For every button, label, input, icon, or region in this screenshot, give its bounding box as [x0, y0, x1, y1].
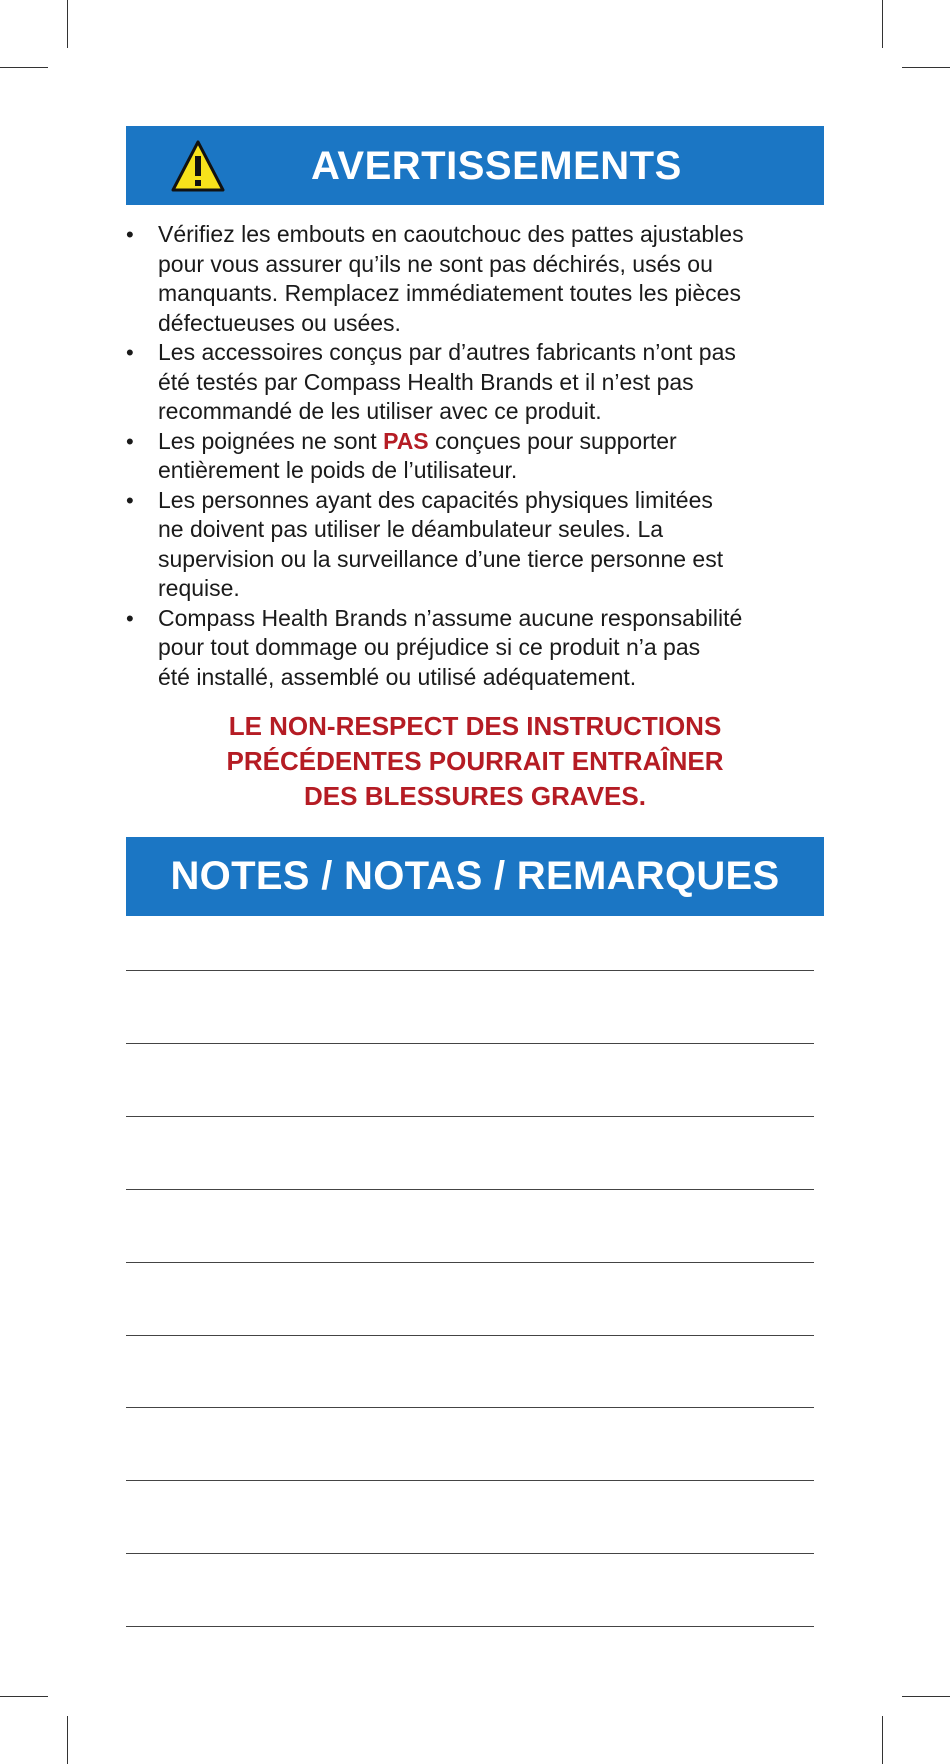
warning-text: Les poignées ne sont: [158, 427, 384, 454]
danger-line: DES BLESSURES GRAVES.: [304, 781, 646, 811]
note-line: [126, 1335, 814, 1336]
bullet: •: [126, 222, 134, 247]
warning-item: [126, 220, 826, 338]
danger-line: PRÉCÉDENTES POURRAIT ENTRAÎNER: [226, 746, 724, 776]
note-line: [126, 1553, 814, 1554]
emphasis-text: PAS: [383, 427, 429, 454]
warnings-title: AVERTISSEMENTS: [311, 144, 682, 188]
crop-mark: [902, 1696, 950, 1697]
warnings-list: [126, 220, 826, 692]
warning-line: été testés par Compass Health Brands et il n’est pas: [158, 368, 694, 395]
bullet: •: [126, 487, 134, 513]
warning-line: manquants. Remplacez immédiatement toutes les pièces: [158, 280, 741, 306]
warning-line: Compass Health Brands n’assume aucune responsabilité: [158, 604, 743, 631]
warning-line: [158, 427, 826, 457]
note-line: [126, 1626, 814, 1627]
note-line: [126, 1262, 814, 1263]
warning-line: ne doivent pas utiliser le déambulateur seules. La: [158, 516, 664, 542]
warning-item: [126, 338, 826, 427]
note-line: [126, 970, 814, 971]
warning-item: [126, 604, 826, 693]
bullet: •: [126, 605, 134, 631]
warning-line: Les accessoires conçus par d’autres fabricants n’ont pas: [158, 339, 736, 365]
warning-line: Les personnes ayant des capacités physiques limitées: [158, 486, 713, 513]
note-line: [126, 1480, 814, 1481]
warning-item: [126, 427, 826, 486]
note-line: [126, 1189, 814, 1190]
warning-line: pour tout dommage ou préjudice si ce produit n’a pas: [158, 634, 701, 660]
crop-mark: [902, 67, 950, 68]
warning-line: pour vous assurer qu’ils ne sont pas déchirés, usés ou: [158, 250, 713, 277]
danger-line: LE NON-RESPECT DES INSTRUCTIONS: [228, 711, 722, 741]
warning-line: requise.: [158, 575, 240, 601]
warning-line: entièrement le poids de l’utilisateur.: [158, 457, 518, 483]
crop-mark: [882, 1716, 883, 1764]
warning-line: été installé, assemblé ou utilisé adéquatement.: [158, 663, 637, 690]
crop-mark: [0, 1696, 48, 1697]
crop-mark: [882, 0, 883, 48]
crop-mark: [67, 1716, 68, 1764]
warning-text: conçues pour supporter: [428, 427, 677, 454]
bullet: •: [126, 428, 134, 454]
warnings-banner: [126, 126, 824, 205]
crop-mark: [0, 67, 48, 68]
warning-triangle-icon: [170, 139, 226, 193]
note-line: [126, 1407, 814, 1408]
note-line: [126, 1116, 814, 1117]
warning-line: défectueuses ou usées.: [158, 309, 401, 336]
bullet: •: [126, 340, 134, 365]
danger-statement: [126, 709, 824, 814]
note-line: [126, 1043, 814, 1044]
notes-banner: [126, 837, 824, 916]
warning-line: recommandé de les utiliser avec ce produit.: [158, 398, 602, 424]
warning-line: supervision ou la surveillance d’une tierce personne est: [158, 545, 724, 572]
warning-item: [126, 486, 826, 604]
crop-mark: [67, 0, 68, 48]
notes-title: NOTES / NOTAS / REMARQUES: [170, 854, 780, 898]
warning-line: Vérifiez les embouts en caoutchouc des pattes ajustables: [158, 221, 744, 247]
